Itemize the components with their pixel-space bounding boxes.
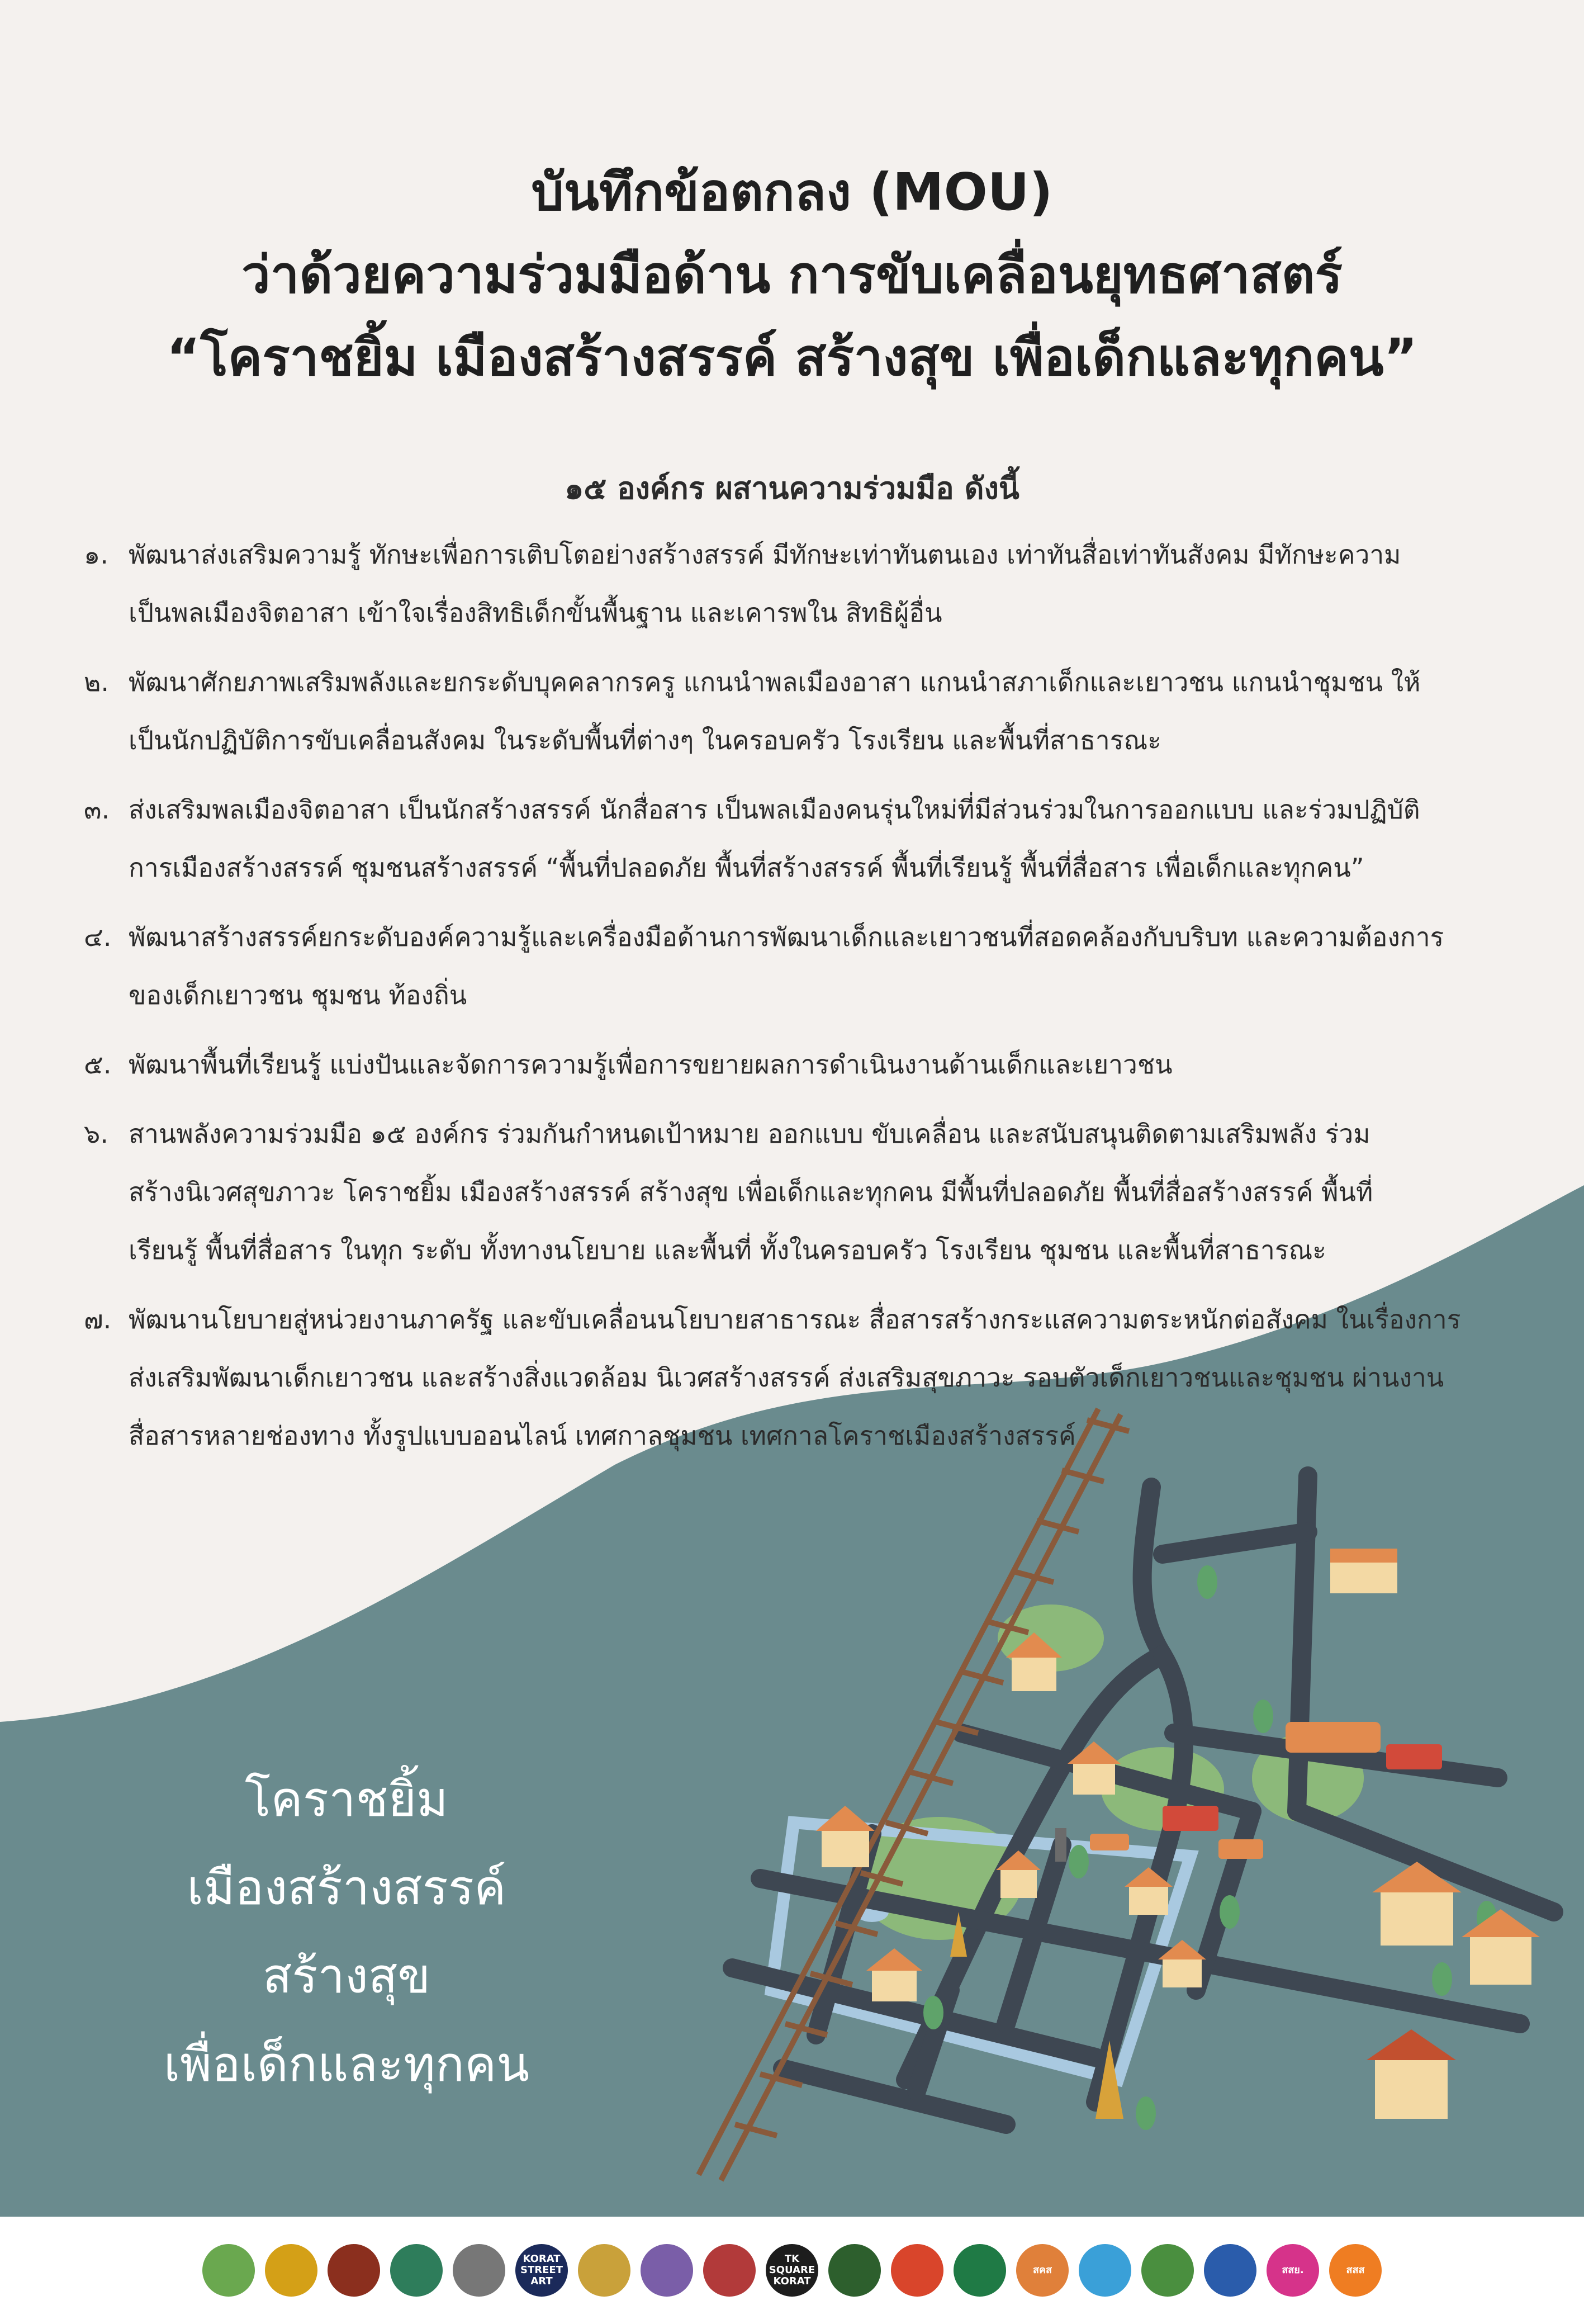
- logo-9: [703, 2244, 756, 2297]
- logo-12: [891, 2244, 943, 2297]
- mou-item: [84, 1105, 1515, 1279]
- mou-item-number: ๒.: [84, 667, 109, 697]
- title-block: [0, 151, 1584, 399]
- logo-7: [578, 2244, 630, 2297]
- title-line-2: ว่าด้วยความร่วมมือด้าน การขับเคลื่อนยุทธศาสตร์: [241, 245, 1343, 305]
- logo-5: [453, 2244, 505, 2297]
- slogan-line: โคราชยิ้ม: [245, 1772, 448, 1828]
- mou-item: [84, 780, 1515, 897]
- mou-item-text-line: พัฒนาศักยภาพเสริมพลังและยกระดับบุคคลากรครู แกนนำพลเมืองอาสา แกนนำสภาเด็กและเยาวชน แกนนำชุมชน ให้: [129, 667, 1421, 697]
- title-line-1: บันทึกข้อตกลง (MOU): [531, 162, 1053, 222]
- mou-item-text-line: เป็นนักปฏิบัติการขับเคลื่อนสังคม ในระดับพื้นที่ต่างๆ ในครอบครัว โรงเรียน และพื้นที่สาธารณะ: [129, 725, 1161, 755]
- mou-item-number: ๓.: [84, 794, 110, 825]
- slogan-line: สร้างสุข: [262, 1948, 431, 2004]
- mou-item-text-line: พัฒนาส่งเสริมความรู้ ทักษะเพื่อการเติบโตอย่างสร้างสรรค์ มีทักษะเท่าทันตนเอง เท่าทันสื่อเท่าทันสังคม มีทักษะความ: [129, 539, 1401, 570]
- mou-item-text-line: สานพลังความร่วมมือ ๑๕ องค์กร ร่วมกันกำหนดเป้าหมาย ออกแบบ ขับเคลื่อน และสนับสนุนติดตามเสริมพลัง ร่วม: [129, 1119, 1370, 1149]
- mou-item-text-line: เป็นพลเมืองจิตอาสา เข้าใจเรื่องสิทธิเด็กขั้นพื้นฐาน และเคารพใน สิทธิผู้อื่น: [129, 598, 942, 628]
- mou-item-text-line: ส่งเสริมพัฒนาเด็กเยาวชน และสร้างสิ่งแวดล้อม นิเวศสร้างสรรค์ ส่งเสริมสุขภาวะ รอบตัวเด็กเยาวชนและชุมชน ผ่านงาน: [129, 1362, 1444, 1393]
- mou-item-number: ๑.: [84, 539, 108, 570]
- mou-item-number: ๕.: [84, 1049, 112, 1080]
- mou-item: [84, 526, 1515, 642]
- logo-10: TK SQUARE KORAT: [766, 2244, 818, 2297]
- mou-item-text-line: พัฒนาพื้นที่เรียนรู้ แบ่งปันและจัดการความรู้เพื่อการขยายผลการดำเนินงานด้านเด็กและเยาวชน: [129, 1049, 1173, 1080]
- subtitle: ๑๕ องค์กร ผสานความร่วมมือ ดังนี้: [565, 471, 1019, 506]
- slogan-line: เพื่อเด็กและทุกคน: [163, 2037, 530, 2093]
- mou-item: [84, 653, 1515, 769]
- title-line-3: “โคราชยิ้ม เมืองสร้างสรรค์ สร้างสุข เพื่อเด็กและทุกคน”: [166, 328, 1418, 387]
- mou-item: [84, 908, 1515, 1024]
- mou-item: [84, 1035, 1515, 1094]
- mou-item-text-line: พัฒนานโยบายสู่หน่วยงานภาครัฐ และขับเคลื่อนนโยบายสาธารณะ สื่อสารสร้างกระแสความตระหนักต่อสังคม ในเรื่องการ: [129, 1304, 1461, 1334]
- mou-item-number: ๔.: [84, 922, 112, 952]
- logo-4: [390, 2244, 443, 2297]
- logo-13: [954, 2244, 1006, 2297]
- mou-item-text-line: สร้างนิเวศสุขภาวะ โคราชยิ้ม เมืองสร้างสรรค์ สร้างสุข เพื่อเด็กและทุกคน มีพื้นที่ปลอดภัย พื้นที่สื่อสร้างสรรค์ พื้นที่: [129, 1177, 1373, 1207]
- mou-item-text-line: การเมืองสร้างสรรค์ ชุมชนสร้างสรรค์ “พื้นที่ปลอดภัย พื้นที่สร้างสรรค์ พื้นที่เรียนรู้ พื้นที่สื่อสาร เพื่อเด็กและทุกคน”: [129, 853, 1364, 883]
- logo-19: สสส: [1329, 2244, 1382, 2297]
- partner-logo-bar: [0, 2217, 1584, 2324]
- logo-17: [1204, 2244, 1256, 2297]
- logo-3: [328, 2244, 380, 2297]
- mou-item-number: ๖.: [84, 1119, 108, 1149]
- logo-15: [1079, 2244, 1131, 2297]
- mou-items-list: [84, 526, 1515, 1476]
- logo-1: [202, 2244, 255, 2297]
- mou-item-number: ๗.: [84, 1304, 112, 1334]
- mou-item-text-line: เรียนรู้ พื้นที่สื่อสาร ในทุก ระดับ ทั้งทางนโยบาย และพื้นที่ ทั้งในครอบครัว โรงเรียน ชุมชน และพื้นที่สาธารณะ: [129, 1235, 1326, 1265]
- logo-18: สสย.: [1267, 2244, 1319, 2297]
- mou-item-text-line: ของเด็กเยาวชน ชุมชน ท้องถิ่น: [129, 980, 467, 1010]
- logo-11: [828, 2244, 881, 2297]
- logo-6: KORAT STREET ART: [515, 2244, 568, 2297]
- mou-item-text-line: สื่อสารหลายช่องทาง ทั้งรูปแบบออนไลน์ เทศกาลชุมชน เทศกาลโคราชเมืองสร้างสรรค์: [129, 1421, 1076, 1451]
- mou-item-text-line: ส่งเสริมพลเมืองจิตอาสา เป็นนักสร้างสรรค์ นักสื่อสาร เป็นพลเมืองคนรุ่นใหม่ที่มีส่วนร่วมในการออกแบบ และร่วมปฏิบัติ: [129, 794, 1420, 825]
- logo-14: สคส: [1016, 2244, 1069, 2297]
- slogan: [112, 1755, 581, 2109]
- logo-2: [265, 2244, 317, 2297]
- mou-item: [84, 1290, 1515, 1465]
- logo-8: [641, 2244, 693, 2297]
- logo-16: [1141, 2244, 1194, 2297]
- mou-item-text-line: พัฒนาสร้างสรรค์ยกระดับองค์ความรู้และเครื่องมือด้านการพัฒนาเด็กและเยาวชนที่สอดคล้องกับบริบท และความต้องการ: [129, 922, 1444, 952]
- slogan-line: เมืองสร้างสรรค์: [187, 1860, 506, 1916]
